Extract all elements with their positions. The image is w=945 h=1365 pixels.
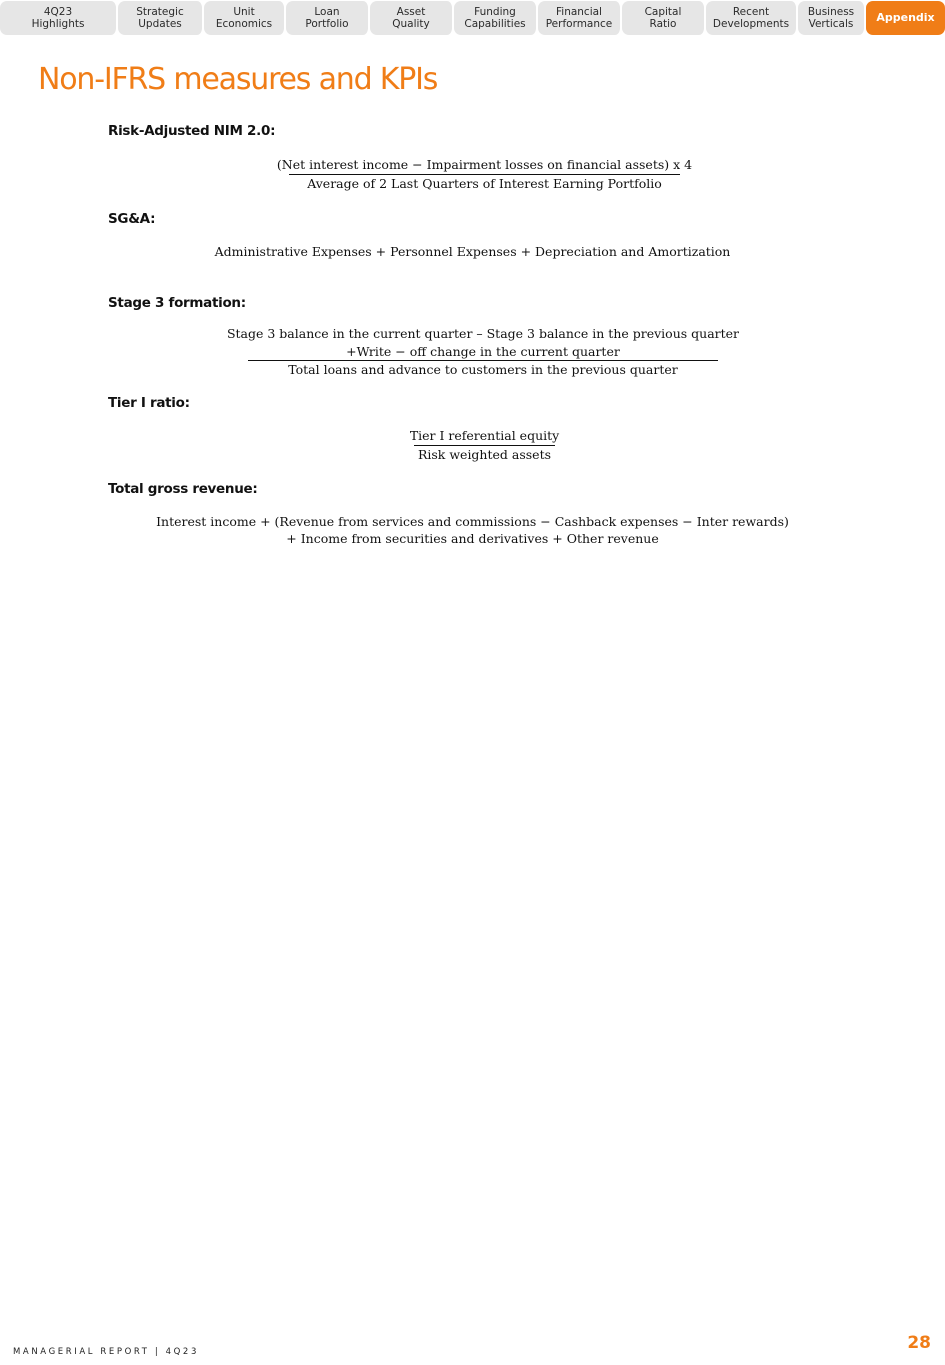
stage3-numerator-line1: Stage 3 balance in the current quarter – Stage 3 balance in the previous quarter xyxy=(226,326,740,341)
page-number: 28 xyxy=(907,1333,931,1353)
tab-strategic-updates[interactable]: Strategic Updates xyxy=(118,1,204,35)
tab-loan-portfolio[interactable]: Loan Portfolio xyxy=(286,1,370,35)
tier1-denominator: Risk weighted assets xyxy=(417,447,552,463)
heading-stage3-formation: Stage 3 formation: xyxy=(108,295,246,311)
heading-tier1-ratio: Tier I ratio: xyxy=(108,395,190,411)
tab-business-verticals[interactable]: Business Verticals xyxy=(798,1,866,35)
formula-revenue-line2: + Income from securities and derivatives + Other revenue xyxy=(286,531,659,546)
heading-risk-adjusted-nim: Risk-Adjusted NIM 2.0: xyxy=(108,123,276,139)
formula-revenue-line1: Interest income + (Revenue from services and commissions − Cashback expenses − Inter rewards) xyxy=(156,514,789,529)
tab-capital-ratio[interactable]: Capital Ratio xyxy=(622,1,706,35)
tab-appendix[interactable]: Appendix xyxy=(866,1,945,35)
tab-financial-performance[interactable]: Financial Performance xyxy=(538,1,622,35)
nim-denominator: Average of 2 Last Quarters of Interest Earning Portfolio xyxy=(307,176,662,192)
heading-total-gross-revenue: Total gross revenue: xyxy=(108,481,258,497)
formula-tier1-ratio xyxy=(409,427,560,464)
report-label: MANAGERIAL REPORT | 4Q23 xyxy=(13,1347,199,1357)
formula-sga: Administrative Expenses + Personnel Expenses + Depreciation and Amortization xyxy=(214,244,731,259)
tab-funding-capabilities[interactable]: Funding Capabilities xyxy=(454,1,538,35)
tab-unit-economics[interactable]: Unit Economics xyxy=(204,1,286,35)
nim-numerator: (Net interest income − Impairment losses on financial assets) x 4 xyxy=(276,157,693,172)
tab-recent-developments[interactable]: Recent Developments xyxy=(706,1,798,35)
tab-asset-quality[interactable]: Asset Quality xyxy=(370,1,454,35)
tier1-numerator: Tier I referential equity xyxy=(409,428,560,443)
heading-sga: SG&A: xyxy=(108,211,156,227)
tab-4q23-highlights[interactable]: 4Q23 Highlights xyxy=(0,1,118,35)
stage3-numerator-line2: +Write − off change in the current quarter xyxy=(346,344,620,359)
section-nav xyxy=(0,0,945,36)
page-title: Non-IFRS measures and KPIs xyxy=(38,62,438,97)
stage3-denominator: Total loans and advance to customers in the previous quarter xyxy=(288,362,678,378)
formula-stage3-formation xyxy=(226,325,740,379)
formula-risk-adjusted-nim xyxy=(276,156,693,193)
